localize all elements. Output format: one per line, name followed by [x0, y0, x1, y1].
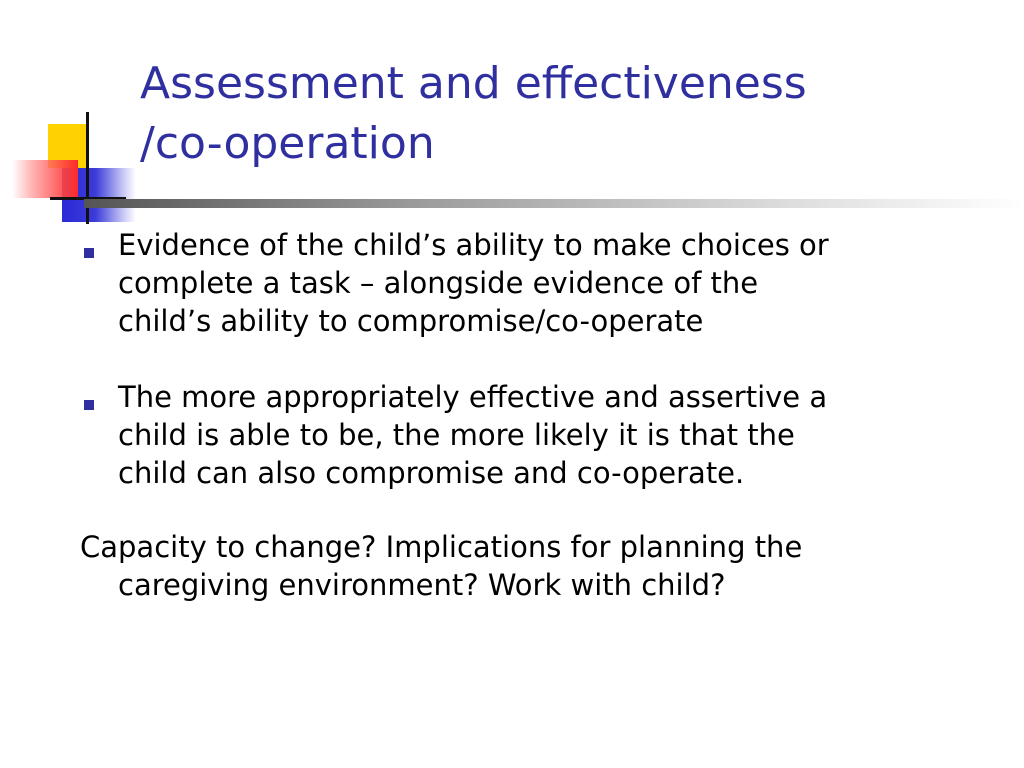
title-line: Assessment and effectiveness: [140, 58, 807, 109]
closing-text-line: Capacity to change? Implications for planning the: [80, 530, 803, 564]
title-line: /co-operation: [140, 118, 435, 169]
bullet-text-line: The more appropriately effective and assertive a: [118, 380, 828, 414]
slide-title: [140, 54, 1000, 174]
square-bullet-icon: [84, 400, 94, 410]
bullet-text-line: child’s ability to compromise/co-operate: [118, 304, 704, 338]
ornament-red-bar: [12, 160, 78, 198]
bullet-text-line: child can also compromise and co-operate.: [118, 456, 745, 490]
bullet-item: [80, 226, 980, 340]
closing-text-line: caregiving environment? Work with child?: [118, 568, 726, 602]
bullet-text-line: Evidence of the child’s ability to make choices or: [118, 228, 829, 262]
bullet-text-line: child is able to be, the more likely it is that the: [118, 418, 795, 452]
bullet-item: [80, 378, 980, 492]
square-bullet-icon: [84, 248, 94, 258]
closing-paragraph: [80, 528, 980, 604]
bullet-list: [80, 226, 980, 604]
title-divider: [84, 199, 1024, 208]
bullet-text-line: complete a task – alongside evidence of the: [118, 266, 759, 300]
